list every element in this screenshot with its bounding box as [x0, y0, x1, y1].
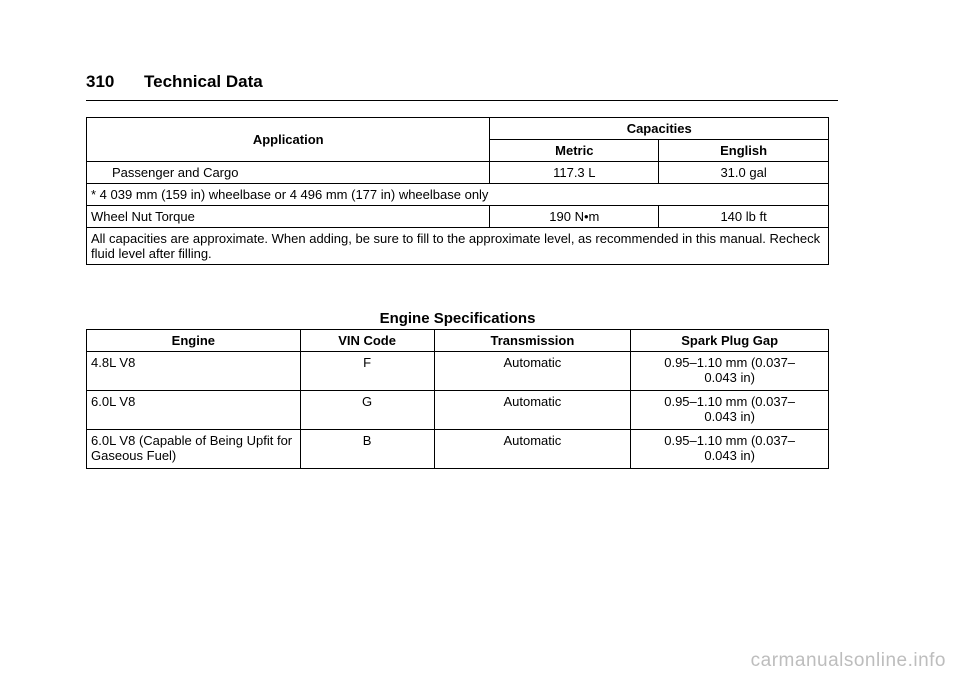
gap-line: 0.043 in) [704, 448, 755, 463]
table-row [87, 391, 829, 430]
engine-cell: 4.8L V8 [87, 352, 301, 391]
engine-specs-table [86, 329, 829, 469]
spark-gap-cell [631, 352, 829, 391]
spark-gap-cell [631, 391, 829, 430]
english-value: 140 lb ft [659, 206, 829, 228]
transmission-cell: Automatic [434, 352, 631, 391]
table-row [87, 430, 829, 469]
row-label: Wheel Nut Torque [87, 206, 490, 228]
section-title: Technical Data [144, 72, 263, 91]
engine-cell: 6.0L V8 (Capable of Being Upfit for Gaseous Fuel) [87, 430, 301, 469]
english-value: 31.0 gal [659, 162, 829, 184]
header-english: English [659, 140, 829, 162]
table-row [87, 162, 829, 184]
header-metric: Metric [490, 140, 659, 162]
gap-line: 0.95–1.10 mm (0.037– [664, 433, 796, 448]
vin-cell: B [300, 430, 434, 469]
header-engine: Engine [87, 330, 301, 352]
header-vin: VIN Code [300, 330, 434, 352]
row-label: Passenger and Cargo [87, 162, 490, 184]
vin-cell: F [300, 352, 434, 391]
gap-line: 0.95–1.10 mm (0.037– [664, 355, 796, 370]
page-header [86, 70, 838, 101]
approx-note: All capacities are approximate. When adding, be sure to fill to the approximate level, as recommended in this manual. Recheck fluid level after filling. [87, 228, 829, 265]
spark-gap-cell [631, 430, 829, 469]
engine-cell: 6.0L V8 [87, 391, 301, 430]
wheelbase-note: * 4 039 mm (159 in) wheelbase or 4 496 mm (177 in) wheelbase only [87, 184, 829, 206]
transmission-cell: Automatic [434, 430, 631, 469]
vin-cell: G [300, 391, 434, 430]
page-number: 310 [86, 72, 115, 91]
table-row [87, 228, 829, 265]
table-row [87, 184, 829, 206]
watermark: carmanualsonline.info [750, 650, 946, 671]
table-row [87, 206, 829, 228]
engine-specs-title: Engine Specifications [379, 310, 536, 327]
gap-line: 0.043 in) [704, 370, 755, 385]
transmission-cell: Automatic [434, 391, 631, 430]
gap-line: 0.043 in) [704, 409, 755, 424]
metric-value: 117.3 L [490, 162, 659, 184]
gap-line: 0.95–1.10 mm (0.037– [664, 394, 796, 409]
table-row [87, 352, 829, 391]
capacities-table [86, 117, 829, 265]
table-header-row [87, 330, 829, 352]
table-header-row [87, 118, 829, 140]
metric-value: 190 N•m [490, 206, 659, 228]
header-transmission: Transmission [434, 330, 631, 352]
header-spark-gap: Spark Plug Gap [631, 330, 829, 352]
header-capacities: Capacities [490, 118, 829, 140]
header-application: Application [87, 118, 490, 162]
